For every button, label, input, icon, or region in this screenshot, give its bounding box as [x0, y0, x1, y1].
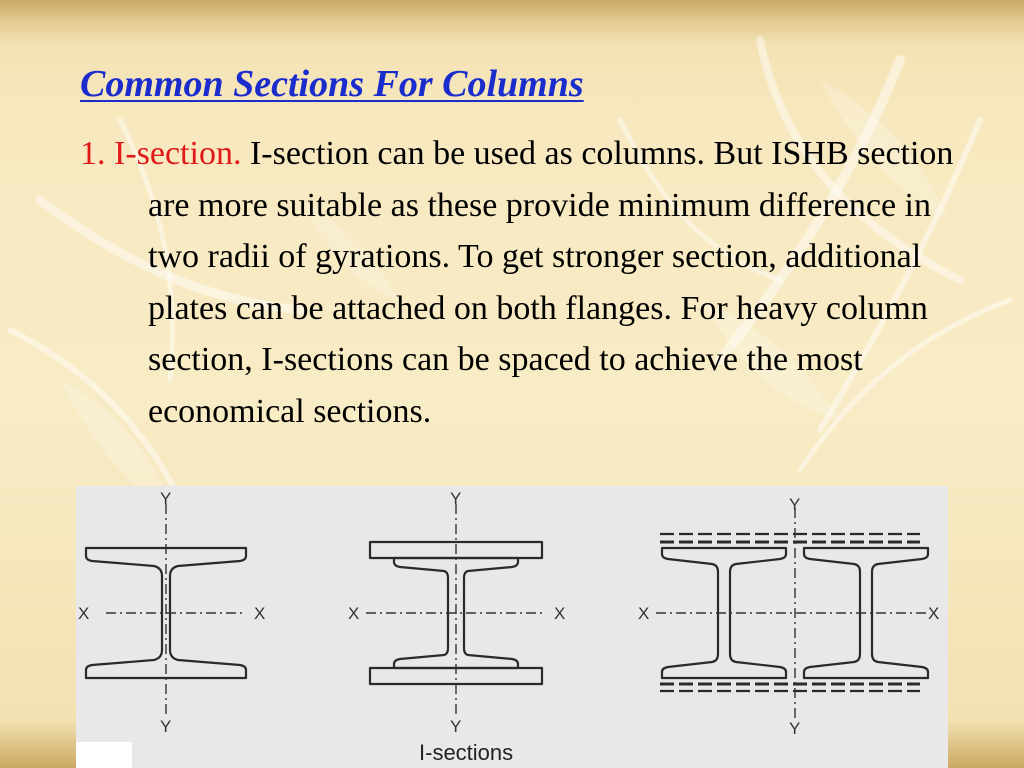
slide-body	[80, 128, 970, 437]
paragraph-lead: 1. I-section.	[80, 135, 242, 172]
section1-y-top-label: Y	[160, 489, 172, 508]
paragraph-text: I-section can be used as columns. But ISHB section are more suitable as these provide minimum difference in two radii of gyrations. To get stronger section, additional plates can be attached on both flanges. For heavy column section, I-sections can be spaced to achieve the most economical sections.	[148, 135, 954, 430]
figure-corner-patch	[76, 742, 132, 768]
figure-caption: I-sections	[419, 740, 514, 765]
section3-y-bottom-label: Y	[789, 719, 801, 738]
section3-x-left-label: X	[638, 604, 650, 623]
i-sections-figure	[76, 486, 948, 768]
section2-x-left-label: X	[348, 604, 360, 623]
section1-x-right-label: X	[254, 604, 266, 623]
section2-x-right-label: X	[554, 604, 566, 623]
slide-title: Common Sections For Columns	[80, 63, 584, 105]
axis-lines	[106, 504, 928, 718]
section2-y-bottom-label: Y	[450, 717, 462, 736]
section3-y-top-label: Y	[789, 495, 801, 514]
section3-x-right-label: X	[928, 604, 940, 623]
section2-y-top-label: Y	[450, 489, 462, 508]
section1-x-left-label: X	[78, 604, 90, 623]
section1-y-bottom-label: Y	[160, 717, 172, 736]
i-sections-diagram	[76, 486, 948, 768]
i-section-paragraph	[80, 128, 970, 437]
